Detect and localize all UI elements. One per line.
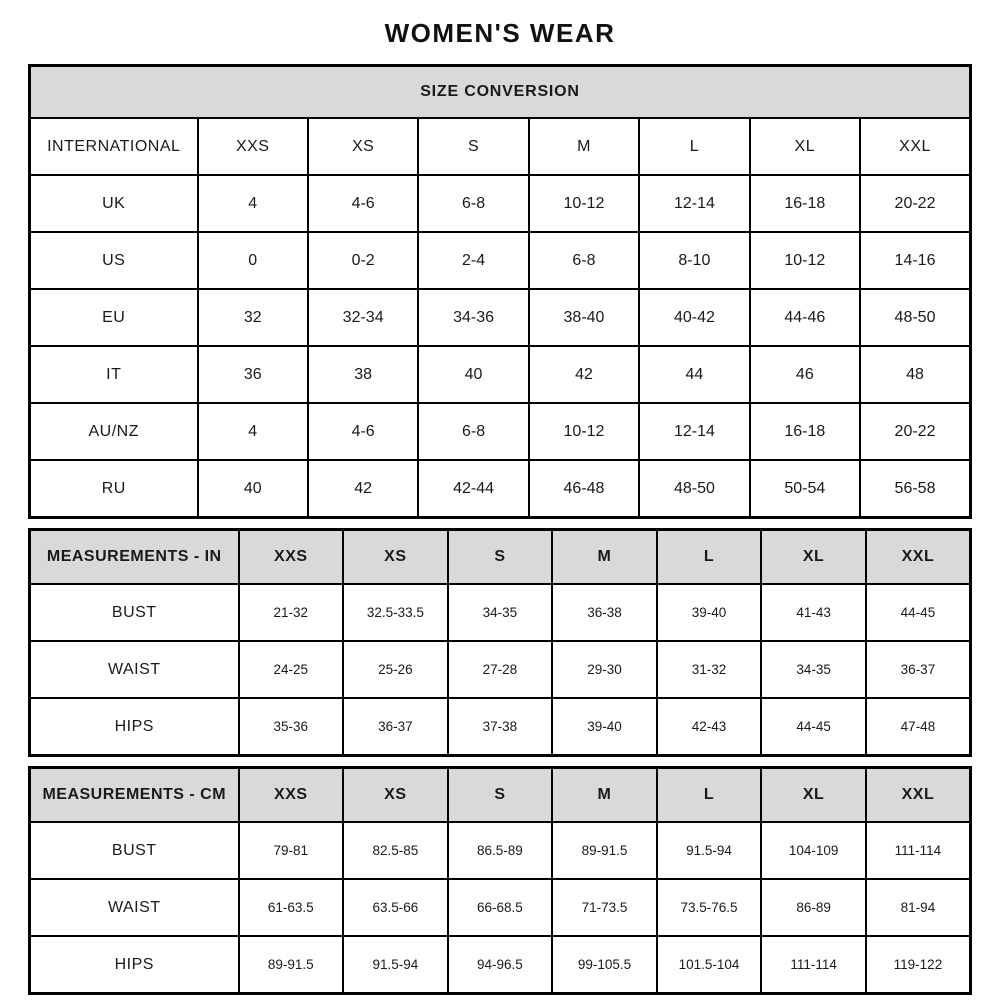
table-banner: SIZE CONVERSION [30,66,971,119]
table-row [30,822,971,879]
size-value-cell: 42 [308,460,418,518]
size-value-cell: 20-22 [860,403,970,460]
measurement-value-cell: 61-63.5 [239,879,344,936]
measurement-value-cell: 63.5-66 [343,879,448,936]
column-header-size: XS [343,530,448,585]
column-header-size: XXL [860,118,970,175]
size-value-cell: 48 [860,346,970,403]
size-value-cell: 40 [198,460,308,518]
size-value-cell: 38 [308,346,418,403]
measurement-value-cell: 44-45 [866,584,971,641]
column-header-size: XXS [198,118,308,175]
measurement-value-cell: 37-38 [448,698,553,756]
table-row [30,460,971,518]
table-header-label: MEASUREMENTS - CM [30,768,239,823]
measurement-value-cell: 111-114 [866,822,971,879]
measurement-value-cell: 79-81 [239,822,344,879]
table-row [30,289,971,346]
table-header-label: MEASUREMENTS - IN [30,530,239,585]
size-value-cell: 34-36 [418,289,528,346]
measurement-value-cell: 71-73.5 [552,879,657,936]
size-value-cell: 32 [198,289,308,346]
measurement-value-cell: 73.5-76.5 [657,879,762,936]
size-value-cell: 20-22 [860,175,970,232]
page-title: WOMEN'S WEAR [384,18,616,48]
size-value-cell: 32-34 [308,289,418,346]
measurement-value-cell: 35-36 [239,698,344,756]
measurement-value-cell: 101.5-104 [657,936,762,994]
column-header-size: S [448,768,553,823]
measurement-value-cell: 66-68.5 [448,879,553,936]
row-label: RU [30,460,198,518]
measurement-value-cell: 29-30 [552,641,657,698]
column-header-size: XS [308,118,418,175]
size-value-cell: 0-2 [308,232,418,289]
measurement-value-cell: 94-96.5 [448,936,553,994]
size-value-cell: 2-4 [418,232,528,289]
size-value-cell: 8-10 [639,232,749,289]
column-header-region: INTERNATIONAL [30,118,198,175]
size-value-cell: 42 [529,346,639,403]
table-row [30,175,971,232]
measurement-value-cell: 47-48 [866,698,971,756]
size-value-cell: 40-42 [639,289,749,346]
measurement-value-cell: 86.5-89 [448,822,553,879]
measurement-value-cell: 36-37 [343,698,448,756]
row-label: US [30,232,198,289]
table-row [30,936,971,994]
size-value-cell: 50-54 [750,460,860,518]
table-row [30,403,971,460]
measurement-value-cell: 99-105.5 [552,936,657,994]
measurement-value-cell: 44-45 [761,698,866,756]
row-label: UK [30,175,198,232]
measurement-value-cell: 24-25 [239,641,344,698]
measurement-value-cell: 39-40 [552,698,657,756]
measurement-value-cell: 39-40 [657,584,762,641]
size-value-cell: 4 [198,175,308,232]
measurements-in-table [28,528,972,757]
size-value-cell: 14-16 [860,232,970,289]
column-header-size: M [552,768,657,823]
measurement-value-cell: 27-28 [448,641,553,698]
measurement-value-cell: 111-114 [761,936,866,994]
column-header-size: XL [761,768,866,823]
table-row [30,698,971,756]
size-value-cell: 6-8 [418,403,528,460]
size-value-cell: 16-18 [750,175,860,232]
row-label: HIPS [30,698,239,756]
size-conversion-table [28,64,972,519]
size-value-cell: 38-40 [529,289,639,346]
column-header-size: XXL [866,530,971,585]
row-label: EU [30,289,198,346]
size-value-cell: 56-58 [860,460,970,518]
column-header-size: XL [750,118,860,175]
size-value-cell: 12-14 [639,175,749,232]
measurement-value-cell: 32.5-33.5 [343,584,448,641]
measurement-value-cell: 82.5-85 [343,822,448,879]
size-value-cell: 44 [639,346,749,403]
column-header-size: S [448,530,553,585]
size-value-cell: 42-44 [418,460,528,518]
measurement-value-cell: 89-91.5 [239,936,344,994]
measurement-value-cell: 91.5-94 [343,936,448,994]
measurement-value-cell: 104-109 [761,822,866,879]
row-label: WAIST [30,641,239,698]
measurements-cm-table [28,766,972,995]
column-header-size: XXS [239,768,344,823]
table-row [30,232,971,289]
size-value-cell: 16-18 [750,403,860,460]
measurement-value-cell: 34-35 [761,641,866,698]
size-value-cell: 44-46 [750,289,860,346]
column-header-size: XXS [239,530,344,585]
column-header-size: S [418,118,528,175]
measurement-value-cell: 36-37 [866,641,971,698]
size-value-cell: 4-6 [308,175,418,232]
size-value-cell: 36 [198,346,308,403]
measurement-value-cell: 36-38 [552,584,657,641]
column-header-size: M [529,118,639,175]
row-label: AU/NZ [30,403,198,460]
size-value-cell: 12-14 [639,403,749,460]
measurement-value-cell: 31-32 [657,641,762,698]
row-label: HIPS [30,936,239,994]
column-header-size: L [657,530,762,585]
measurement-value-cell: 34-35 [448,584,553,641]
size-value-cell: 6-8 [529,232,639,289]
size-value-cell: 6-8 [418,175,528,232]
size-value-cell: 48-50 [639,460,749,518]
row-label: IT [30,346,198,403]
measurement-value-cell: 89-91.5 [552,822,657,879]
size-value-cell: 4-6 [308,403,418,460]
size-value-cell: 10-12 [529,175,639,232]
column-header-size: XXL [866,768,971,823]
column-header-size: XL [761,530,866,585]
size-value-cell: 46-48 [529,460,639,518]
table-row [30,584,971,641]
measurement-value-cell: 119-122 [866,936,971,994]
measurement-value-cell: 25-26 [343,641,448,698]
column-header-size: L [657,768,762,823]
measurement-value-cell: 91.5-94 [657,822,762,879]
table-row [30,346,971,403]
size-value-cell: 0 [198,232,308,289]
size-value-cell: 4 [198,403,308,460]
measurement-value-cell: 81-94 [866,879,971,936]
column-header-size: M [552,530,657,585]
size-value-cell: 10-12 [529,403,639,460]
measurement-value-cell: 21-32 [239,584,344,641]
measurement-value-cell: 41-43 [761,584,866,641]
row-label: BUST [30,822,239,879]
measurement-value-cell: 42-43 [657,698,762,756]
column-header-size: L [639,118,749,175]
size-value-cell: 46 [750,346,860,403]
size-value-cell: 10-12 [750,232,860,289]
table-row [30,641,971,698]
table-row [30,879,971,936]
measurement-value-cell: 86-89 [761,879,866,936]
row-label: WAIST [30,879,239,936]
size-value-cell: 48-50 [860,289,970,346]
row-label: BUST [30,584,239,641]
size-value-cell: 40 [418,346,528,403]
column-header-size: XS [343,768,448,823]
